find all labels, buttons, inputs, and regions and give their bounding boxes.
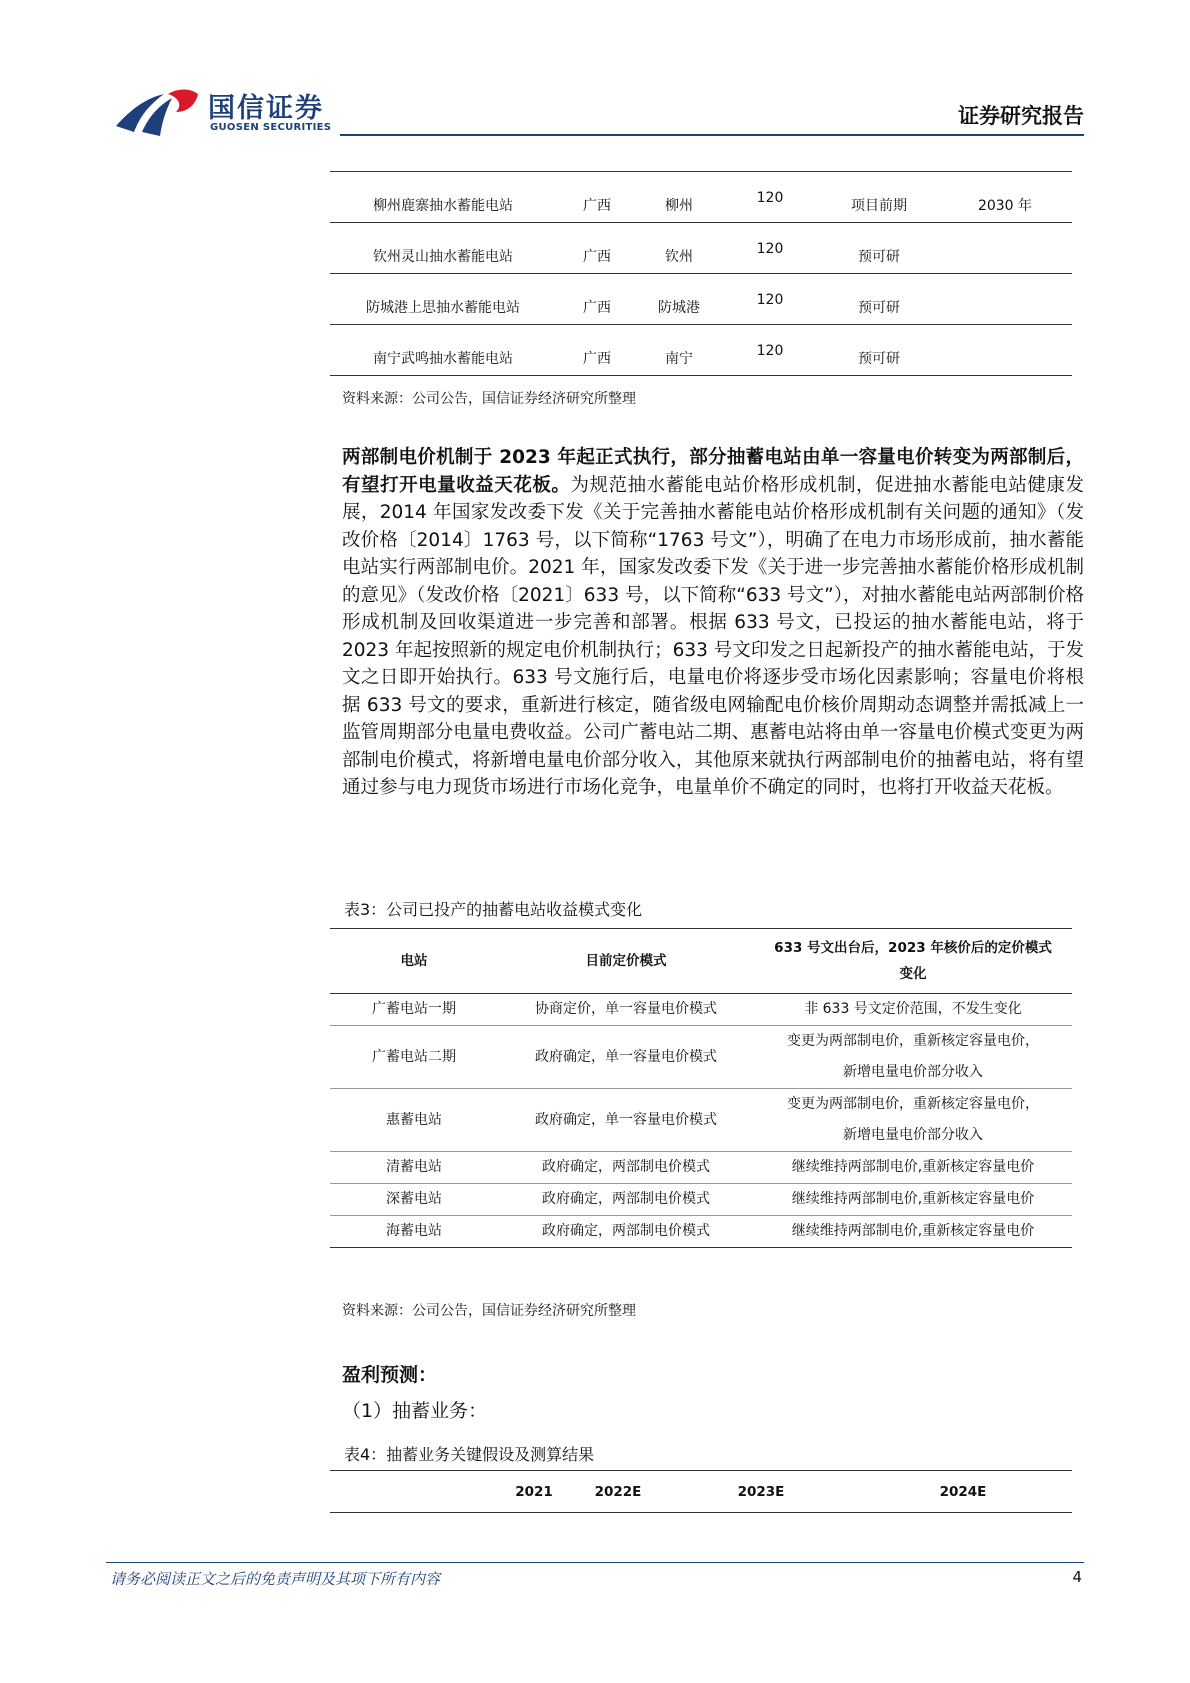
stage-cell: 预可研 (858, 249, 900, 265)
header-year-2024e: 2024E (939, 1483, 987, 1500)
change-line: 新增电量电价部分收入 (843, 1127, 983, 1143)
change-line: 新增电量电价部分收入 (843, 1064, 983, 1080)
year-cell (938, 274, 1072, 325)
change-line: 继续维持两部制电价,重新核定容量电价 (791, 1159, 1035, 1175)
station-name-cell: 钦州灵山抽水蓄能电站 (373, 249, 513, 265)
table-row (330, 1152, 1072, 1184)
policy-paragraph (342, 444, 1084, 802)
pumped-storage-project-table (330, 171, 1072, 376)
change-line: 变更为两部制电价，重新核定容量电价， (787, 1096, 1039, 1112)
header-year-2021: 2021 (515, 1483, 553, 1500)
station-name-cell: 防城港上思抽水蓄能电站 (366, 300, 520, 316)
footer-divider (106, 1562, 1084, 1563)
header-divider (340, 134, 1084, 136)
station-name-cell: 柳州鹿寨抽水蓄能电站 (373, 198, 513, 214)
year-cell (938, 325, 1072, 376)
city-cell: 防城港 (658, 300, 700, 316)
pricing-change-cell (754, 994, 1072, 1026)
report-type-label: 证券研究报告 (958, 104, 1084, 128)
pricing-change-cell (754, 1216, 1072, 1248)
revenue-model-table (330, 928, 1072, 1248)
header-pricing-change: 633 号文出台后，2023 年核价后的定价模式变化 (754, 929, 1072, 994)
table-row (330, 1026, 1072, 1089)
header-blank (330, 1471, 500, 1513)
change-line: 非 633 号文定价范围，不发生变化 (804, 1001, 1022, 1017)
paragraph-bold-lead: 两部制电价机制于 2023 年起正式执行，部分抽蓄电站由单一容量电价转变为两部制后，有望打开电量收益天花板。 (342, 447, 1084, 496)
assumptions-table (330, 1470, 1072, 1513)
header-station: 电站 (330, 929, 498, 994)
section-title: 盈利预测： (342, 1364, 438, 1386)
current-pricing-cell: 协商定价，单一容量电价模式 (498, 994, 754, 1026)
current-pricing-cell: 政府确定，两部制电价模式 (542, 1223, 710, 1239)
station-cell: 广蓄电站二期 (330, 1026, 498, 1089)
logo-chinese-name: 国信证券 (208, 93, 324, 124)
header-year-2023e: 2023E (737, 1483, 785, 1500)
current-pricing-cell: 政府确定，单一容量电价模式 (498, 1026, 754, 1089)
change-line: 继续维持两部制电价,重新核定容量电价 (791, 1223, 1035, 1239)
change-line: 变更为两部制电价，重新核定容量电价， (787, 1033, 1039, 1049)
station-name-cell: 南宁武鸣抽水蓄能电站 (373, 351, 513, 367)
table-row (330, 223, 1072, 274)
header-year-2022e: 2022E (594, 1483, 642, 1500)
province-cell: 广西 (583, 300, 611, 316)
table4-caption: 表4：抽蓄业务关键假设及测算结果 (344, 1445, 595, 1464)
year-cell (938, 223, 1072, 274)
year-cell: 2030 年 (977, 198, 1033, 214)
capacity-cell: 120 (756, 343, 784, 359)
capacity-cell: 120 (756, 292, 784, 308)
footer-disclaimer: 请务必阅读正文之后的免责声明及其项下所有内容 (110, 1570, 441, 1588)
table-row (330, 325, 1072, 376)
pricing-change-cell (754, 1026, 1072, 1089)
province-cell: 广西 (583, 198, 611, 214)
table1-source: 资料来源：公司公告，国信证券经济研究所整理 (342, 391, 636, 407)
capacity-cell: 120 (756, 241, 784, 257)
table-row (330, 172, 1072, 223)
province-cell: 广西 (583, 249, 611, 265)
table-row (330, 994, 1072, 1026)
subsection-title: （1）抽蓄业务： (342, 1400, 488, 1422)
current-pricing-cell: 政府确定，单一容量电价模式 (498, 1089, 754, 1152)
station-cell: 惠蓄电站 (330, 1089, 498, 1152)
city-cell: 钦州 (665, 249, 693, 265)
table-row (330, 1184, 1072, 1216)
table3-caption: 表3：公司已投产的抽蓄电站收益模式变化 (344, 900, 643, 919)
page-number: 4 (1072, 1568, 1082, 1586)
guosen-logo-icon (112, 82, 202, 142)
city-cell: 南宁 (665, 351, 693, 367)
current-pricing-cell: 政府确定，两部制电价模式 (498, 1152, 754, 1184)
stage-cell: 预可研 (858, 300, 900, 316)
pricing-change-cell (754, 1184, 1072, 1216)
station-cell: 广蓄电站一期 (330, 994, 498, 1026)
province-cell: 广西 (583, 351, 611, 367)
logo-english-name: GUOSEN SECURITIES (210, 122, 332, 133)
table-row (330, 1089, 1072, 1152)
header-current-pricing: 目前定价模式 (498, 929, 754, 994)
city-cell: 柳州 (665, 198, 693, 214)
change-line: 继续维持两部制电价,重新核定容量电价 (791, 1191, 1035, 1207)
paragraph-body: 为规范抽水蓄能电站价格形成机制，促进抽水蓄能电站健康发展，2014 年国家发改委下发《关于完善抽水蓄能电站价格形成机制有关问题的通知》（发改价格〔2014〕1763 号，以下简称“1763 号文”），明确了在电力市场形成前，抽水蓄能电站实行两部制电价。2021 年，国家发改委下发《关于进一步完善抽水蓄能价格形成机制的意见》（发改价格〔2021〕633 号，以下简称“633 号文”），对抽水蓄能电站两部制价格形成机制及回收渠道进一步完善和部署。根据 633 号文，已投运的抽水蓄能电站，将于 2023 年起按照新的规定电价机制执行；633 号文印发之日起新投产的抽水蓄能电站，于发文之日即开始执行。633 号文施行后，电量电价将逐步受市场化因素影响；容量电价将根据 633 号文的要求，重新进行核定，随省级电网输配电价核价周期动态调整并需抵减上一监管周期部分电量电费收益。公司广蓄电站二期、惠蓄电站将由单一容量电价模式变更为两部制电价模式，将新增电量电价部分收入，其他原来就执行两部制电价的抽蓄电站，将有望通过参与电力现货市场进行市场化竞争，电量单价不确定的同时，也将打开收益天花板。 (342, 474, 1085, 798)
table3-source: 资料来源：公司公告，国信证券经济研究所整理 (342, 1303, 636, 1319)
station-cell: 深蓄电站 (330, 1184, 498, 1216)
table-row (330, 274, 1072, 325)
pricing-change-cell (754, 1152, 1072, 1184)
stage-cell: 预可研 (858, 351, 900, 367)
stage-cell: 项目前期 (851, 198, 907, 214)
current-pricing-cell: 政府确定，两部制电价模式 (498, 1184, 754, 1216)
pricing-change-cell (754, 1089, 1072, 1152)
table-row (330, 1216, 1072, 1248)
station-cell: 清蓄电站 (330, 1152, 498, 1184)
capacity-cell: 120 (756, 190, 784, 206)
station-cell: 海蓄电站 (386, 1223, 442, 1239)
